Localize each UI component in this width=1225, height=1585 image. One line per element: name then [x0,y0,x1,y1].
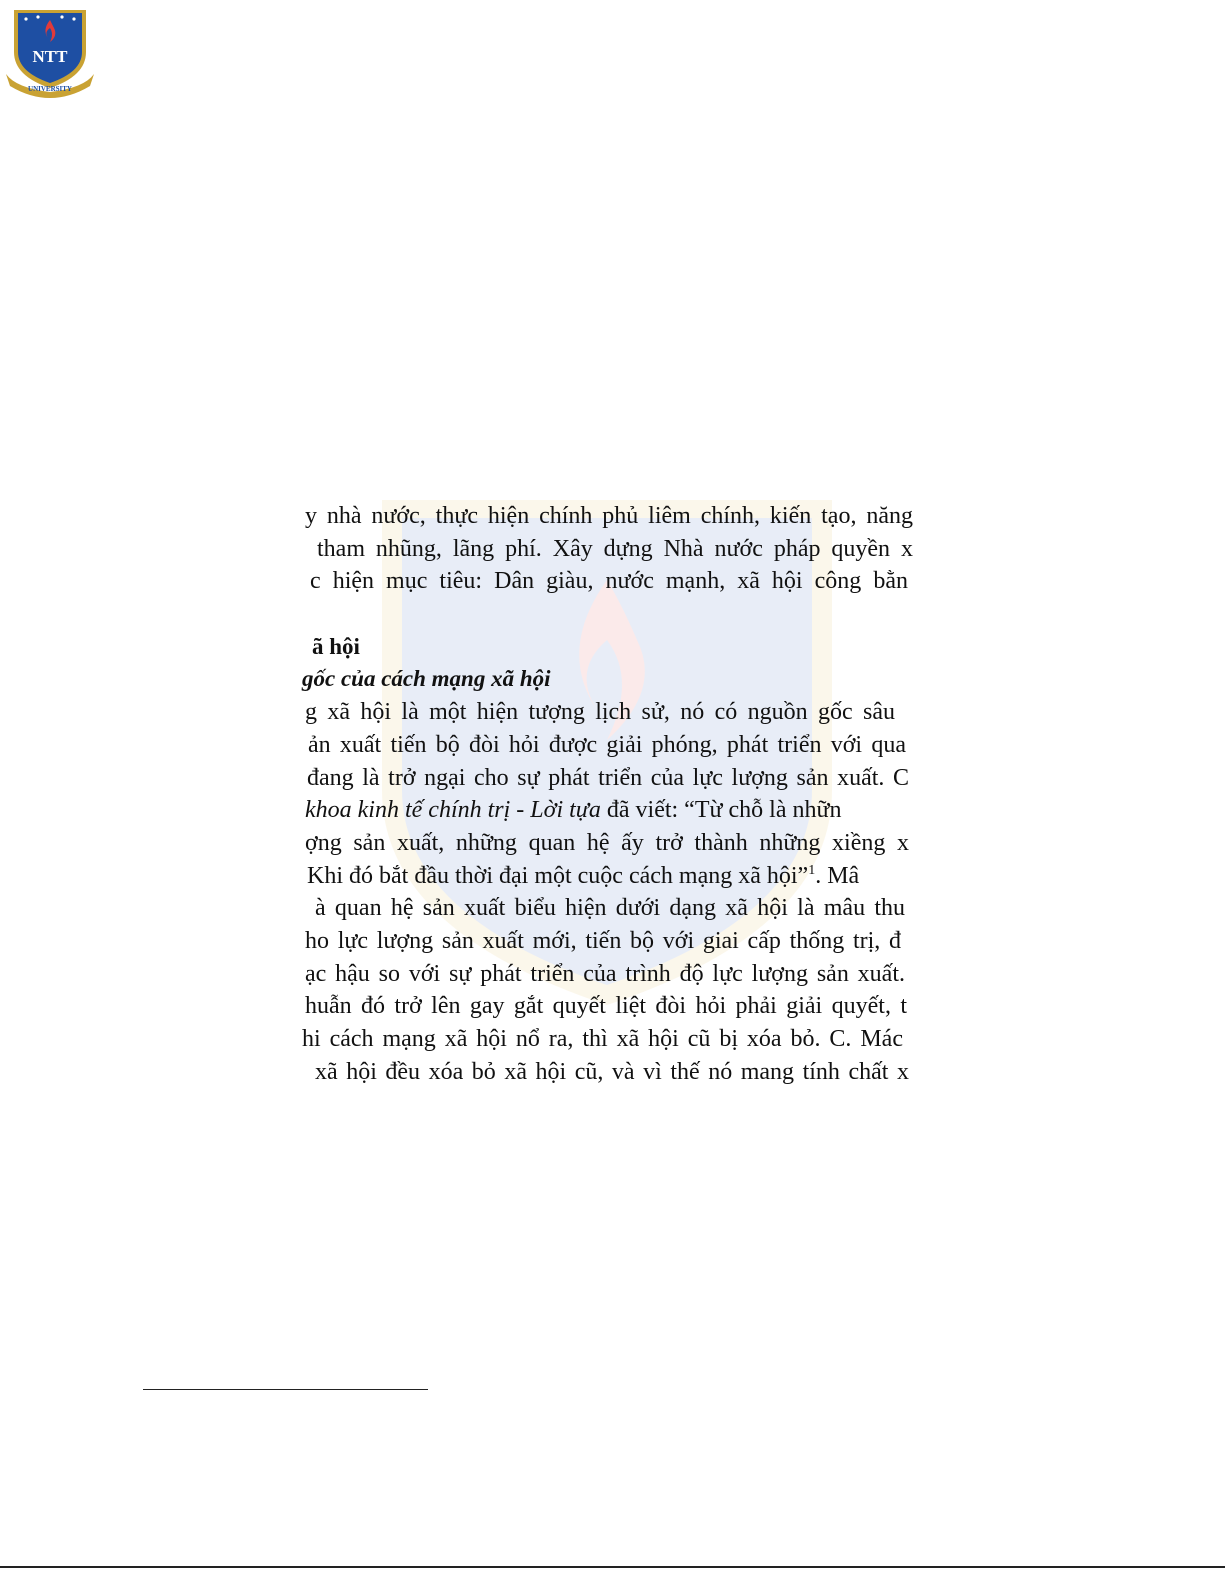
body-text [302,500,913,1088]
quote-end: Khi đó bắt đầu thời đại một cuộc cách mạng xã hội” [307,862,809,889]
footnote-marker[interactable]: 1 [808,862,816,878]
body-line: ho lực lượng sản xuất mới, tiến bộ với giai cấp thống trị, đ [305,927,901,954]
body-line: tham nhũng, lãng phí. Xây dựng Nhà nước pháp quyền x [317,535,913,562]
body-line: ản xuất tiến bộ đòi hỏi được giải phóng, phát triển với qua [308,731,906,758]
body-line: ạc hậu so với sự phát triển của trình độ lực lượng sản xuất. [305,960,905,987]
quote-start: đã viết: “Từ chỗ là nhữn [600,797,842,824]
line-tail: . Mâ [815,862,860,889]
body-line: ợng sản xuất, những quan hệ ấy trở thành những xiềng x [305,829,909,856]
ntt-shield-icon [4,2,96,98]
body-line: y nhà nước, thực hiện chính phủ liêm chính, kiến tạo, năng [305,503,913,529]
body-line: g xã hội là một hiện tượng lịch sử, nó có nguồn gốc sâu [305,699,895,726]
logo-abbr: NTT [32,47,68,66]
section-heading: ã hội [312,633,360,659]
logo-ribbon-text: UNIVERSITY [28,85,72,93]
footnote-separator [143,1389,428,1390]
body-line: đang là trở ngại cho sự phát triển của lực lượng sản xuất. C [307,764,909,791]
body-line: c hiện mục tiêu: Dân giàu, nước mạnh, xã hội công bằn [310,568,908,595]
body-line: hi cách mạng xã hội nổ ra, thì xã hội cũ bị xóa bỏ. C. Mác [302,1026,903,1052]
body-line [305,860,913,893]
blank-line [305,598,913,631]
body-line: à quan hệ sản xuất biểu hiện dưới dạng xã hội là mâu thu [315,895,905,922]
book-title: khoa kinh tế chính trị - Lời tựa [305,797,601,824]
university-logo [4,2,96,98]
body-line: huẫn đó trở lên gay gắt quyết liệt đòi hỏi phải giải quyết, t [305,993,907,1020]
section-subheading: gốc của cách mạng xã hội [302,666,551,692]
body-line: xã hội đều xóa bỏ xã hội cũ, và vì thế nó mang tính chất x [315,1058,909,1085]
page-bottom-rule [0,1566,1225,1568]
body-line [305,794,913,827]
